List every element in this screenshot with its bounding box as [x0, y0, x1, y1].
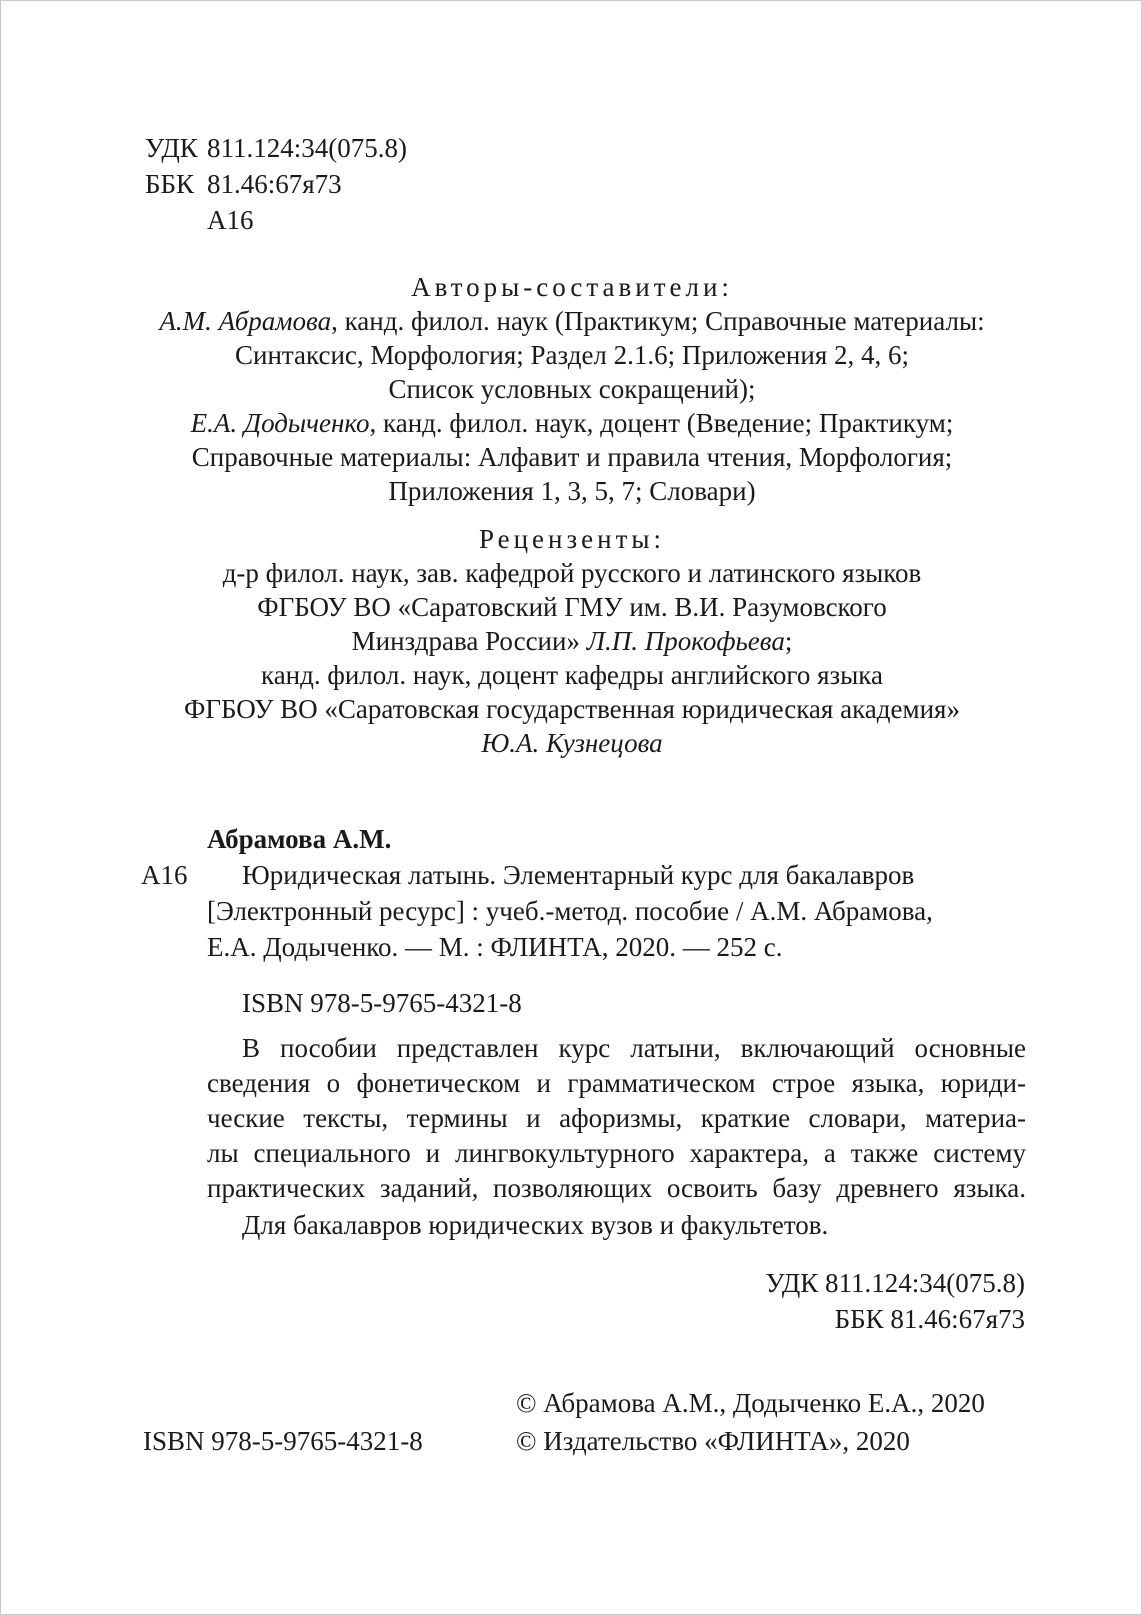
- author-name-dodychenko: Е.А. Додыченко: [190, 408, 370, 438]
- author-sign: А16: [207, 205, 254, 235]
- catalog-udk-right: УДК 811.124:34(075.8): [765, 1268, 1025, 1298]
- reviewers-heading: Рецензенты:: [478, 524, 666, 554]
- bbk-label: ББК: [145, 169, 195, 199]
- reviewers-line-6: [1, 727, 1142, 760]
- abstract-line-2: сведения о фонетическом и грамматическом строе языка, юриди-: [207, 1068, 1026, 1098]
- authors-line-3: Список условных сокращений);: [388, 374, 756, 404]
- reviewers-line-1: д-р филол. наук, зав. кафедрой русского и латинского языков: [222, 558, 922, 588]
- reviewer-name-kuznetsova: Ю.А. Кузнецова: [481, 728, 663, 758]
- catalog-sign: А16: [141, 860, 188, 890]
- udk-value: 811.124:34(075.8): [207, 133, 407, 163]
- authors-line-6: Приложения 1, 3, 5, 7; Словари): [388, 476, 756, 506]
- reviewers-line-3-pre: Минздрава России»: [351, 626, 587, 656]
- reviewers-line-2: ФГБОУ ВО «Саратовский ГМУ им. В.И. Разумовского: [257, 592, 887, 622]
- authors-line-1: [1, 305, 1142, 338]
- authors-line-2: Синтаксис, Морфология; Раздел 2.1.6; Приложения 2, 4, 6;: [235, 340, 909, 370]
- authors-line-5: Справочные материалы: Алфавит и правила чтения, Морфология;: [191, 442, 953, 472]
- abstract-line-5: практических заданий, позволяющих освоить базу древнего языка.: [207, 1173, 1026, 1203]
- abstract-line-1: В пособии представлен курс латыни, включающий основные: [242, 1033, 1026, 1063]
- reviewer-name-prokofieva: Л.П. Прокофьева: [586, 626, 785, 656]
- authors-line-1-rest: , канд. филол. наук (Практикум; Справочные материалы:: [331, 306, 985, 336]
- copyright-publisher: © Издательство «ФЛИНТА», 2020: [516, 1426, 910, 1456]
- author-name-abramova: А.М. Абрамова: [159, 306, 332, 336]
- abstract-audience: Для бакалавров юридических вузов и факультетов.: [242, 1210, 829, 1240]
- catalog-title-line-3: Е.А. Додыченко. — М. : ФЛИНТА, 2020. — 252 с.: [207, 932, 783, 962]
- authors-heading: Авторы-составители:: [411, 272, 733, 302]
- catalog-title-line-1: Юридическая латынь. Элементарный курс для бакалавров: [242, 860, 915, 890]
- bbk-value: 81.46:67я73: [207, 169, 342, 199]
- catalog-title-line-2: [Электронный ресурс] : учеб.-метод. пособие / А.М. Абрамова,: [207, 896, 933, 926]
- reviewers-line-5: ФГБОУ ВО «Саратовская государственная юридическая академия»: [184, 694, 960, 724]
- catalog-isbn: ISBN 978-5-9765-4321-8: [242, 988, 522, 1018]
- reviewers-line-4: канд. филол. наук, доцент кафедры английского языка: [260, 660, 883, 690]
- catalog-author-heading: Абрамова А.М.: [207, 824, 392, 854]
- abstract-line-4: лы специального и лингвокультурного характера, а также систему: [207, 1138, 1026, 1168]
- abstract-line-3: ческие тексты, термины и афоризмы, краткие словари, материа-: [207, 1103, 1026, 1133]
- reviewers-line-3: [1, 625, 1142, 658]
- copyright-authors: © Абрамова А.М., Додыченко Е.А., 2020: [516, 1388, 985, 1418]
- bottom-isbn: ISBN 978-5-9765-4321-8: [143, 1426, 423, 1456]
- authors-line-4: [1, 407, 1142, 440]
- udk-label: УДК: [145, 133, 198, 163]
- reviewers-line-3-post: ;: [784, 626, 793, 656]
- authors-line-4-rest: , канд. филол. наук, доцент (Введение; Практикум;: [369, 408, 954, 438]
- catalog-bbk-right: ББК 81.46:67я73: [834, 1304, 1025, 1334]
